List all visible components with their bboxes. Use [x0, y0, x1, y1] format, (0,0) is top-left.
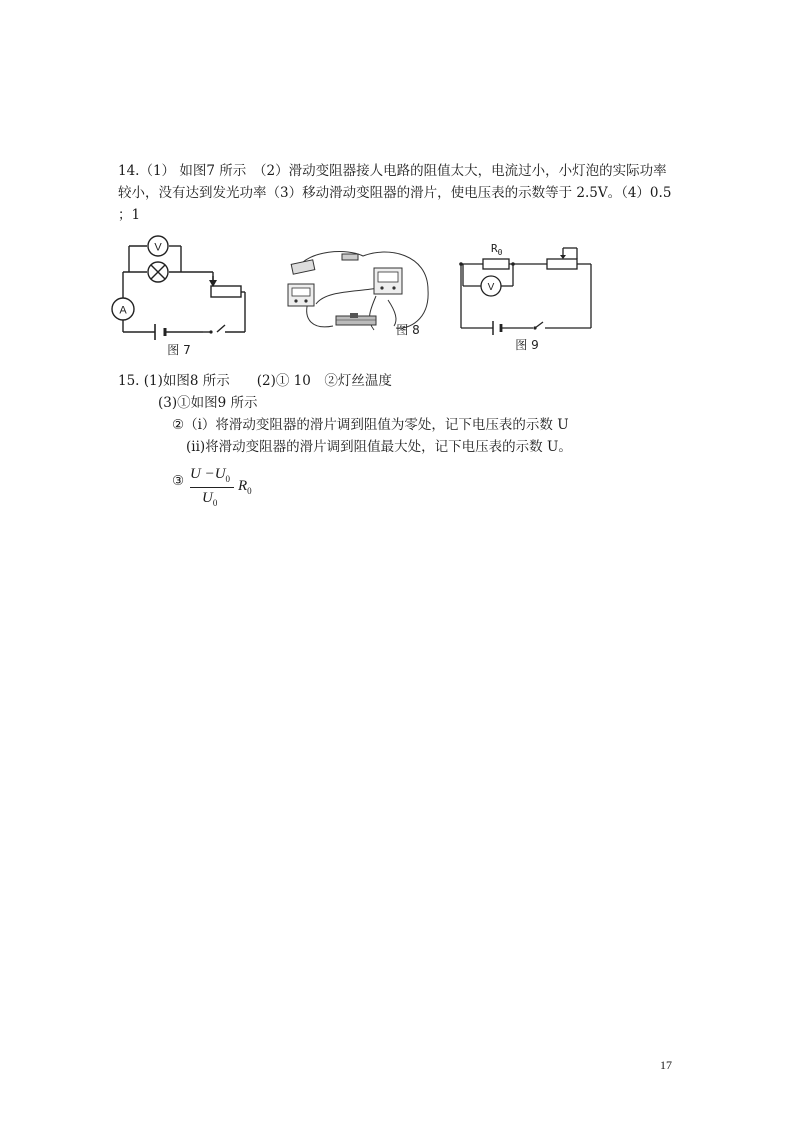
figure-7 — [107, 232, 257, 362]
fig9-r0-label: $R_0$ — [491, 242, 503, 257]
figure-7-diagram — [107, 232, 257, 362]
formula-denominator: $U_0$ — [202, 490, 218, 508]
fig9-voltmeter-label: V — [487, 282, 495, 293]
formula-multiplier: $R_0$ — [238, 478, 252, 496]
formula-numerator: $U -U_0$ — [190, 466, 231, 484]
q15-line-1: 15. (1)如图8 所示 (2)① 10 ②灯丝温度 — [118, 373, 392, 389]
fig8-caption: 图 8 — [396, 323, 420, 337]
page-number: 17 — [660, 1058, 672, 1072]
fig7-caption: 图 7 — [167, 343, 191, 357]
q14-line-3: ；1 — [118, 207, 141, 223]
figure-9 — [455, 236, 605, 356]
fig7-voltmeter-label: V — [154, 241, 162, 254]
fraction-bar — [190, 487, 234, 488]
figure-8 — [278, 240, 438, 345]
q15-formula — [172, 466, 292, 514]
fig9-caption: 图 9 — [515, 338, 539, 352]
q15-line-2: (3)①如图9 所示 — [158, 395, 258, 411]
figure-8-apparatus — [278, 240, 438, 345]
figure-9-diagram — [455, 236, 605, 356]
fig7-ammeter-label: A — [119, 304, 127, 317]
q15-line-3: ②（i）将滑动变阻器的滑片调到阻值为零处，记下电压表的示数 U — [172, 417, 569, 433]
q14-line-2: 较小，没有达到发光功率（3）移动滑动变阻器的滑片，使电压表的示数等于 2.5V。（4）0.5 — [118, 185, 672, 201]
q15-line-4: (ii)将滑动变阻器的滑片调到阻值最大处，记下电压表的示数 U。 — [186, 439, 572, 455]
q14-line-1: 14.（1） 如图7 所示 （2）滑动变阻器接人电路的阻值太大，电流过小，小灯泡的实际功率 — [118, 163, 667, 179]
formula-prefix: ③ — [172, 473, 185, 489]
